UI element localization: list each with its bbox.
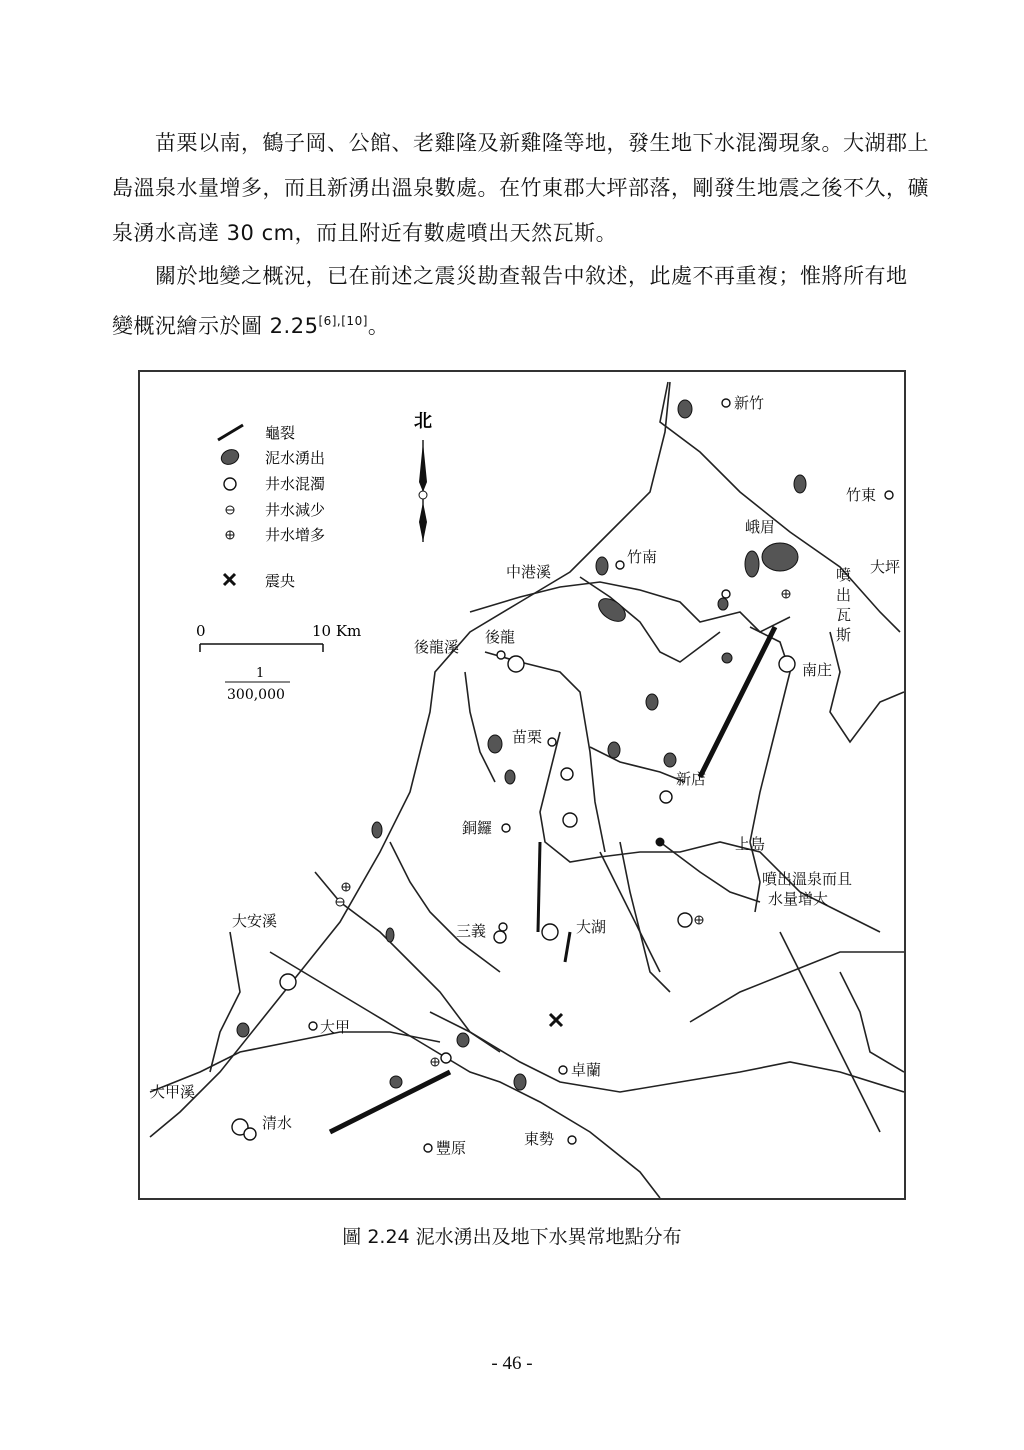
legend-turbid-symbol	[224, 478, 236, 490]
mud-eruption-18	[390, 1076, 402, 1088]
mud-eruption-6	[596, 557, 608, 575]
river-18	[620, 842, 670, 992]
paragraph-2-line-2-text: 變概況繪示於圖 2.25	[112, 314, 319, 338]
scale-ten: 10 Km	[312, 622, 362, 640]
mud-eruption-4	[745, 551, 759, 577]
label-zhuolan: 卓蘭	[571, 1061, 602, 1079]
label-zhudong: 竹東	[846, 486, 877, 504]
scale-zero: 0	[196, 622, 206, 640]
label-xinzhu: 新竹	[734, 394, 765, 412]
label-emei: 峨眉	[745, 518, 776, 536]
mud-eruption-2	[794, 475, 806, 493]
river-10	[600, 852, 660, 972]
paragraph-1	[112, 121, 929, 256]
turbid-well-3	[779, 656, 795, 672]
paragraph-1-line-2: 島溫泉水量增多，而且新湧出溫泉數處。在竹東郡大坪部落，剛發生地震之後不久，礦	[112, 176, 929, 200]
river-22	[840, 972, 904, 1072]
river-3	[580, 577, 720, 662]
town-markers	[309, 399, 893, 1152]
river-20	[390, 842, 500, 972]
crack-line-4	[565, 932, 570, 962]
town-dongshi-marker	[568, 1136, 576, 1144]
label-miaoli: 苗栗	[512, 728, 543, 746]
legend-crack-symbol	[218, 425, 243, 440]
legend-epicenter-symbol	[224, 574, 235, 585]
mud-eruption-9	[488, 735, 502, 753]
mud-eruption-3	[762, 543, 798, 571]
label-qingshui: 清水	[262, 1114, 293, 1132]
paragraph-1-line-3: 泉湧水高達 30 cm，而且附近有數處噴出天然瓦斯。	[112, 221, 618, 245]
scale-bar	[196, 622, 361, 703]
legend-increase-label: 井水增多	[265, 526, 326, 544]
label-xindian: 新店	[676, 770, 707, 788]
turbid-well-8	[494, 931, 506, 943]
turbid-well-7	[678, 913, 692, 927]
label-sanyi: 三義	[456, 922, 487, 940]
river-8	[830, 632, 904, 742]
mud-eruption-10	[608, 742, 620, 758]
label-daping: 大坪	[870, 558, 901, 576]
label-gas-4: 斯	[836, 626, 852, 644]
label-gas-2: 出	[836, 586, 852, 604]
label-dajia: 大甲	[320, 1018, 351, 1036]
label-hotspring-2: 水量增大	[768, 890, 829, 908]
label-nanzhuang: 南庄	[802, 661, 833, 679]
turbid-well-4	[561, 768, 573, 780]
well-changes	[336, 590, 790, 1066]
legend-decrease-label: 井水減少	[265, 501, 326, 519]
turbid-well-2	[497, 651, 505, 659]
mud-eruption-12	[505, 770, 515, 784]
label-hotspring-1: 噴出溫泉而且	[762, 870, 853, 888]
label-houlong: 後龍	[485, 628, 516, 646]
paragraph-1-line-1: 苗栗以南，鶴子岡、公館、老雞隆及新雞隆等地，發生地下水混濁現象。大湖郡上	[155, 131, 929, 155]
legend-mud-symbol	[219, 447, 241, 467]
label-gas-3: 瓦	[836, 606, 852, 624]
label-zhonggang: 中港溪	[506, 563, 552, 581]
citation-reference: [6],[10]	[318, 314, 368, 328]
paragraph-2	[112, 254, 912, 349]
legend-turbid-label: 井水混濁	[265, 475, 326, 493]
mud-eruption-19	[722, 653, 732, 663]
town-zhudong-marker	[885, 491, 893, 499]
mud-eruption-13	[372, 822, 382, 838]
crack-lines	[330, 627, 775, 1132]
scale-numerator: 1	[256, 666, 265, 681]
turbid-well-5	[660, 791, 672, 803]
label-dajiaxi: 大甲溪	[150, 1083, 196, 1101]
rivers-and-boundaries	[150, 382, 904, 1198]
town-zhuolan-marker	[559, 1066, 567, 1074]
label-tongluo: 銅鑼	[462, 819, 493, 837]
label-zhunan: 竹南	[627, 548, 658, 566]
figure-caption: 圖 2.24 泥水湧出及地下水異常地點分布	[342, 1226, 682, 1248]
legend-epicenter-label: 震央	[265, 572, 296, 590]
turbid-well-6	[563, 813, 577, 827]
mud-eruption-17	[514, 1074, 526, 1090]
mud-eruption-1	[678, 400, 692, 418]
map-svg	[140, 372, 904, 1198]
town-tongluo-marker	[502, 824, 510, 832]
turbid-well-1	[508, 656, 524, 672]
mud-eruption-15	[237, 1023, 249, 1037]
legend-mud-label: 泥水湧出	[265, 449, 326, 467]
turbid-well-9	[542, 924, 558, 940]
scale-denominator: 300,000	[227, 687, 285, 703]
river-1	[660, 382, 900, 632]
river-5	[465, 672, 495, 782]
river-16	[690, 952, 904, 1022]
mud-eruption-16	[457, 1033, 469, 1047]
north-arrow	[414, 411, 432, 542]
town-xinzhu-marker	[722, 399, 730, 407]
place-labels	[150, 394, 900, 1157]
map-figure	[138, 370, 906, 1200]
turbid-well-12	[244, 1128, 256, 1140]
paragraph-2-line-2	[112, 299, 912, 349]
label-fengyuan: 豐原	[436, 1139, 467, 1157]
mud-eruption-14	[386, 928, 394, 942]
label-shangdao: 上島	[735, 835, 766, 853]
paragraph-2-line-2-end: 。	[367, 314, 390, 338]
legend	[218, 424, 325, 590]
epicenter-mark	[550, 1014, 562, 1026]
turbid-well-14	[722, 590, 730, 598]
paragraph-2-line-1: 關於地變之概況，已在前述之震災勘查報告中敘述，此處不再重複；惟將所有地	[155, 264, 908, 288]
town-fengyuan-marker	[424, 1144, 432, 1152]
town-miaoli-marker	[548, 738, 556, 746]
turbid-well-10	[280, 974, 296, 990]
crack-line-3	[538, 842, 540, 932]
mud-eruption-7	[718, 598, 728, 610]
north-label: 北	[414, 411, 432, 432]
river-12	[270, 952, 660, 1198]
well-filled-1	[656, 838, 664, 846]
turbid-well-15	[499, 923, 507, 931]
turbid-well-13	[441, 1053, 451, 1063]
town-dajia-marker	[309, 1022, 317, 1030]
label-gas-1: 噴	[836, 566, 852, 584]
label-dahu: 大湖	[576, 918, 607, 936]
label-daanxi: 大安溪	[232, 912, 278, 930]
coastline	[150, 382, 670, 1137]
legend-crack-label: 龜裂	[265, 424, 296, 442]
river-15	[210, 932, 240, 1072]
mud-eruption-8	[646, 694, 658, 710]
river-4	[485, 652, 605, 852]
river-13	[430, 1012, 904, 1092]
page-number: - 46 -	[491, 1353, 533, 1374]
label-dongshi: 東勢	[524, 1130, 555, 1148]
river-2	[470, 582, 790, 632]
label-houlongxi: 後龍溪	[414, 638, 460, 656]
town-zhunan-marker	[616, 561, 624, 569]
mud-eruption-11	[664, 753, 676, 767]
crack-line-1	[700, 627, 775, 777]
